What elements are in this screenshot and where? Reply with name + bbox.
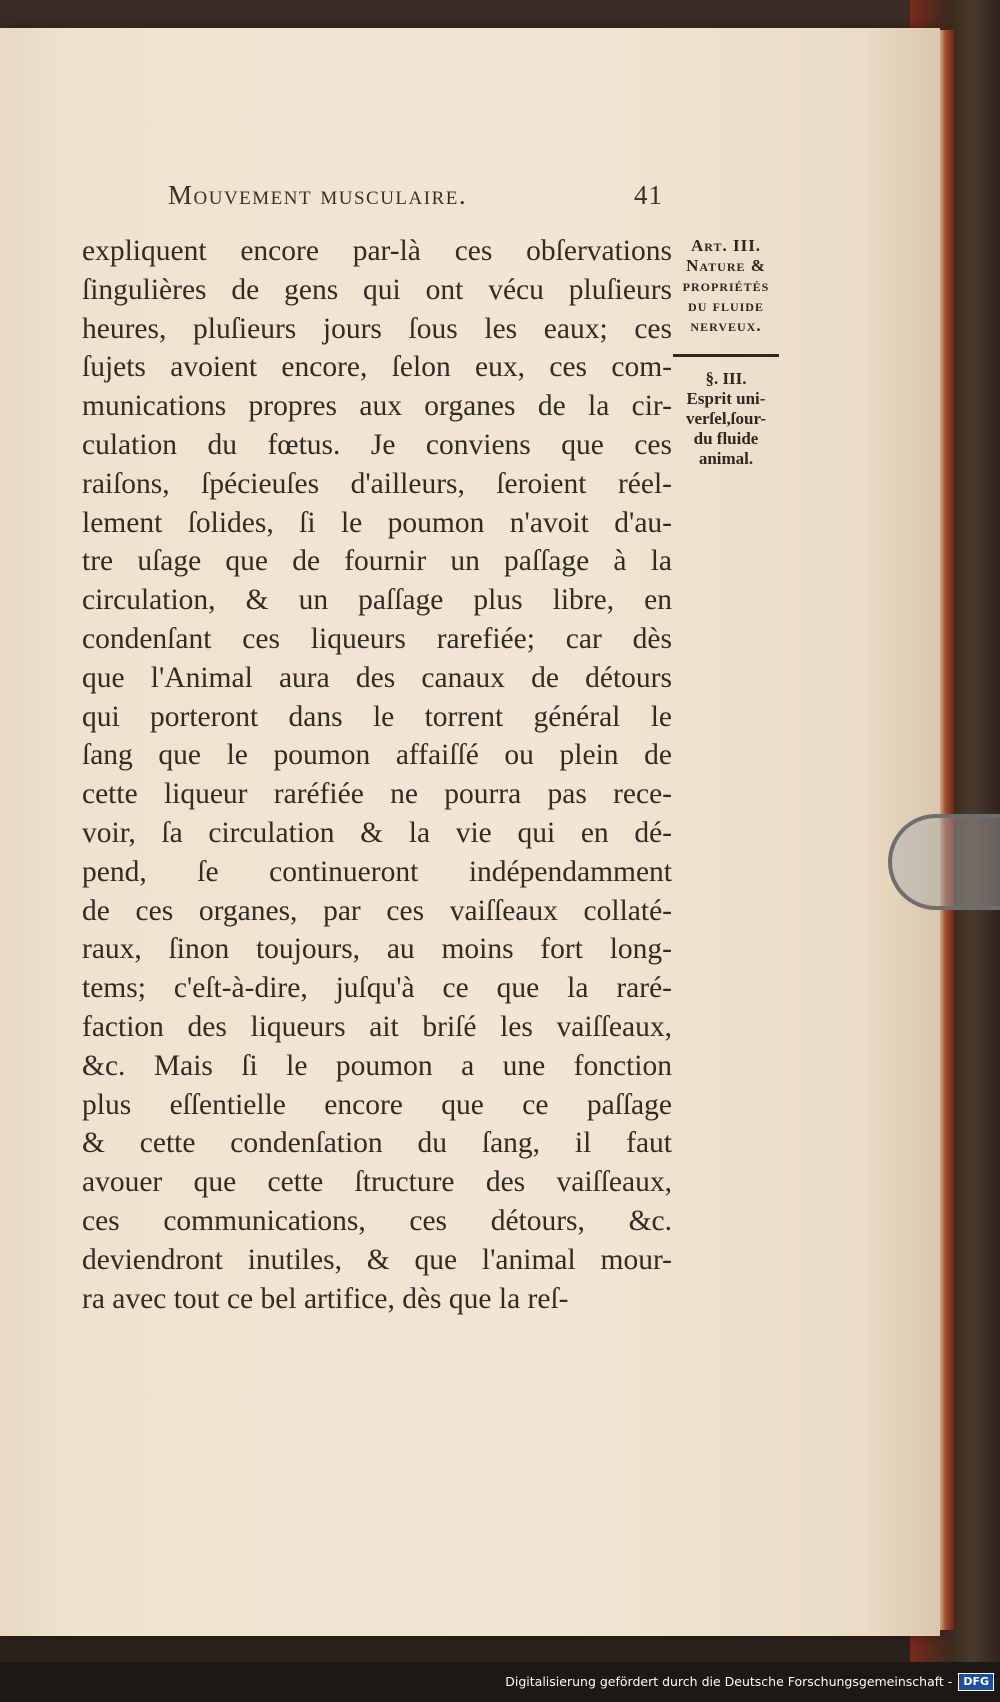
text-line: ces communications, ces détours, &c. xyxy=(82,1204,672,1237)
text-line: condenſant ces liqueurs rarefiée; car dès xyxy=(82,622,672,655)
digitization-credit xyxy=(505,1664,994,1700)
margin-line: Art. III. xyxy=(690,236,762,255)
text-line: que l'Animal aura des canaux de détours xyxy=(82,661,672,694)
text-line: ſingulières de gens qui ont vécu pluſieurs xyxy=(82,273,672,306)
running-head xyxy=(168,180,663,211)
margin-line: du fluide xyxy=(693,429,759,448)
text-line: de ces organes, par ces vaiſſeaux collaté- xyxy=(82,894,672,927)
dfg-logo: DFG xyxy=(958,1673,994,1691)
margin-line: du fluide xyxy=(688,296,764,315)
text-line: raux, ſinon toujours, au moins fort long- xyxy=(82,933,672,966)
text-line: expliquent encore par-là ces obſervations xyxy=(82,235,672,267)
text-line: ſang que le poumon affaiſſé ou plein de xyxy=(82,739,672,772)
text-line: ſujets avoient encore, ſelon eux, ces com- xyxy=(82,351,672,384)
text-line: pend, ſe continueront indépendamment xyxy=(82,855,672,888)
text-line: faction des liqueurs ait briſé les vaiſſeaux, xyxy=(82,1010,672,1043)
text-line: ra avec tout ce bel artifice, dès que la reſ- xyxy=(82,1282,569,1315)
margin-line: Esprit uni- xyxy=(686,389,766,408)
text-line: &c. Mais ſi le poumon a une fonction xyxy=(82,1049,672,1082)
text-line: culation du fœtus. Je conviens que ces xyxy=(82,428,672,461)
page-number: 41 xyxy=(634,180,663,210)
text-line: raiſons, ſpécieuſes d'ailleurs, ſeroient réel- xyxy=(82,467,672,500)
text-line: tre uſage que de fournir un paſſage à la xyxy=(82,545,672,578)
margin-rule xyxy=(673,354,779,357)
text-line: plus eſſentielle encore que ce paſſage xyxy=(82,1088,672,1121)
margin-line: verſel,ſour- xyxy=(685,409,767,428)
text-line: avouer que cette ſtructure des vaiſſeaux, xyxy=(82,1166,672,1199)
margin-line: nerveux. xyxy=(690,316,762,335)
margin-heading xyxy=(666,236,786,336)
margin-line: Nature & xyxy=(686,256,766,275)
running-title: Mouvement musculaire. xyxy=(168,180,468,210)
text-line: qui porteront dans le torrent général le xyxy=(82,700,672,733)
text-line: & cette condenſation du ſang, il faut xyxy=(82,1127,672,1160)
text-line: circulation, & un paſſage plus libre, en xyxy=(82,584,672,617)
text-line: lement ſolides, ſi le poumon n'avoit d'au- xyxy=(82,506,672,539)
margin-section xyxy=(666,369,786,469)
text-line: munications propres aux organes de la cir- xyxy=(82,390,672,423)
page-clip xyxy=(888,814,1000,910)
margin-line: animal. xyxy=(698,449,754,468)
text-line: tems; c'eſt-à-dire, juſqu'à ce que la raré- xyxy=(82,972,672,1005)
body-text xyxy=(82,232,672,1318)
text-line: heures, pluſieurs jours ſous les eaux; ces xyxy=(82,312,672,345)
credit-text: Digitalisierung gefördert durch die Deutsche Forschungsgemeinschaft - xyxy=(505,1674,953,1689)
margin-line: §. III. xyxy=(705,369,747,388)
text-line: cette liqueur raréfiée ne pourra pas rece- xyxy=(82,778,672,811)
margin-line: propriétés xyxy=(682,276,770,295)
text-line: deviendront inutiles, & que l'animal mour- xyxy=(82,1243,672,1276)
text-line: voir, ſa circulation & la vie qui en dé- xyxy=(82,816,672,849)
margin-note xyxy=(666,236,786,469)
